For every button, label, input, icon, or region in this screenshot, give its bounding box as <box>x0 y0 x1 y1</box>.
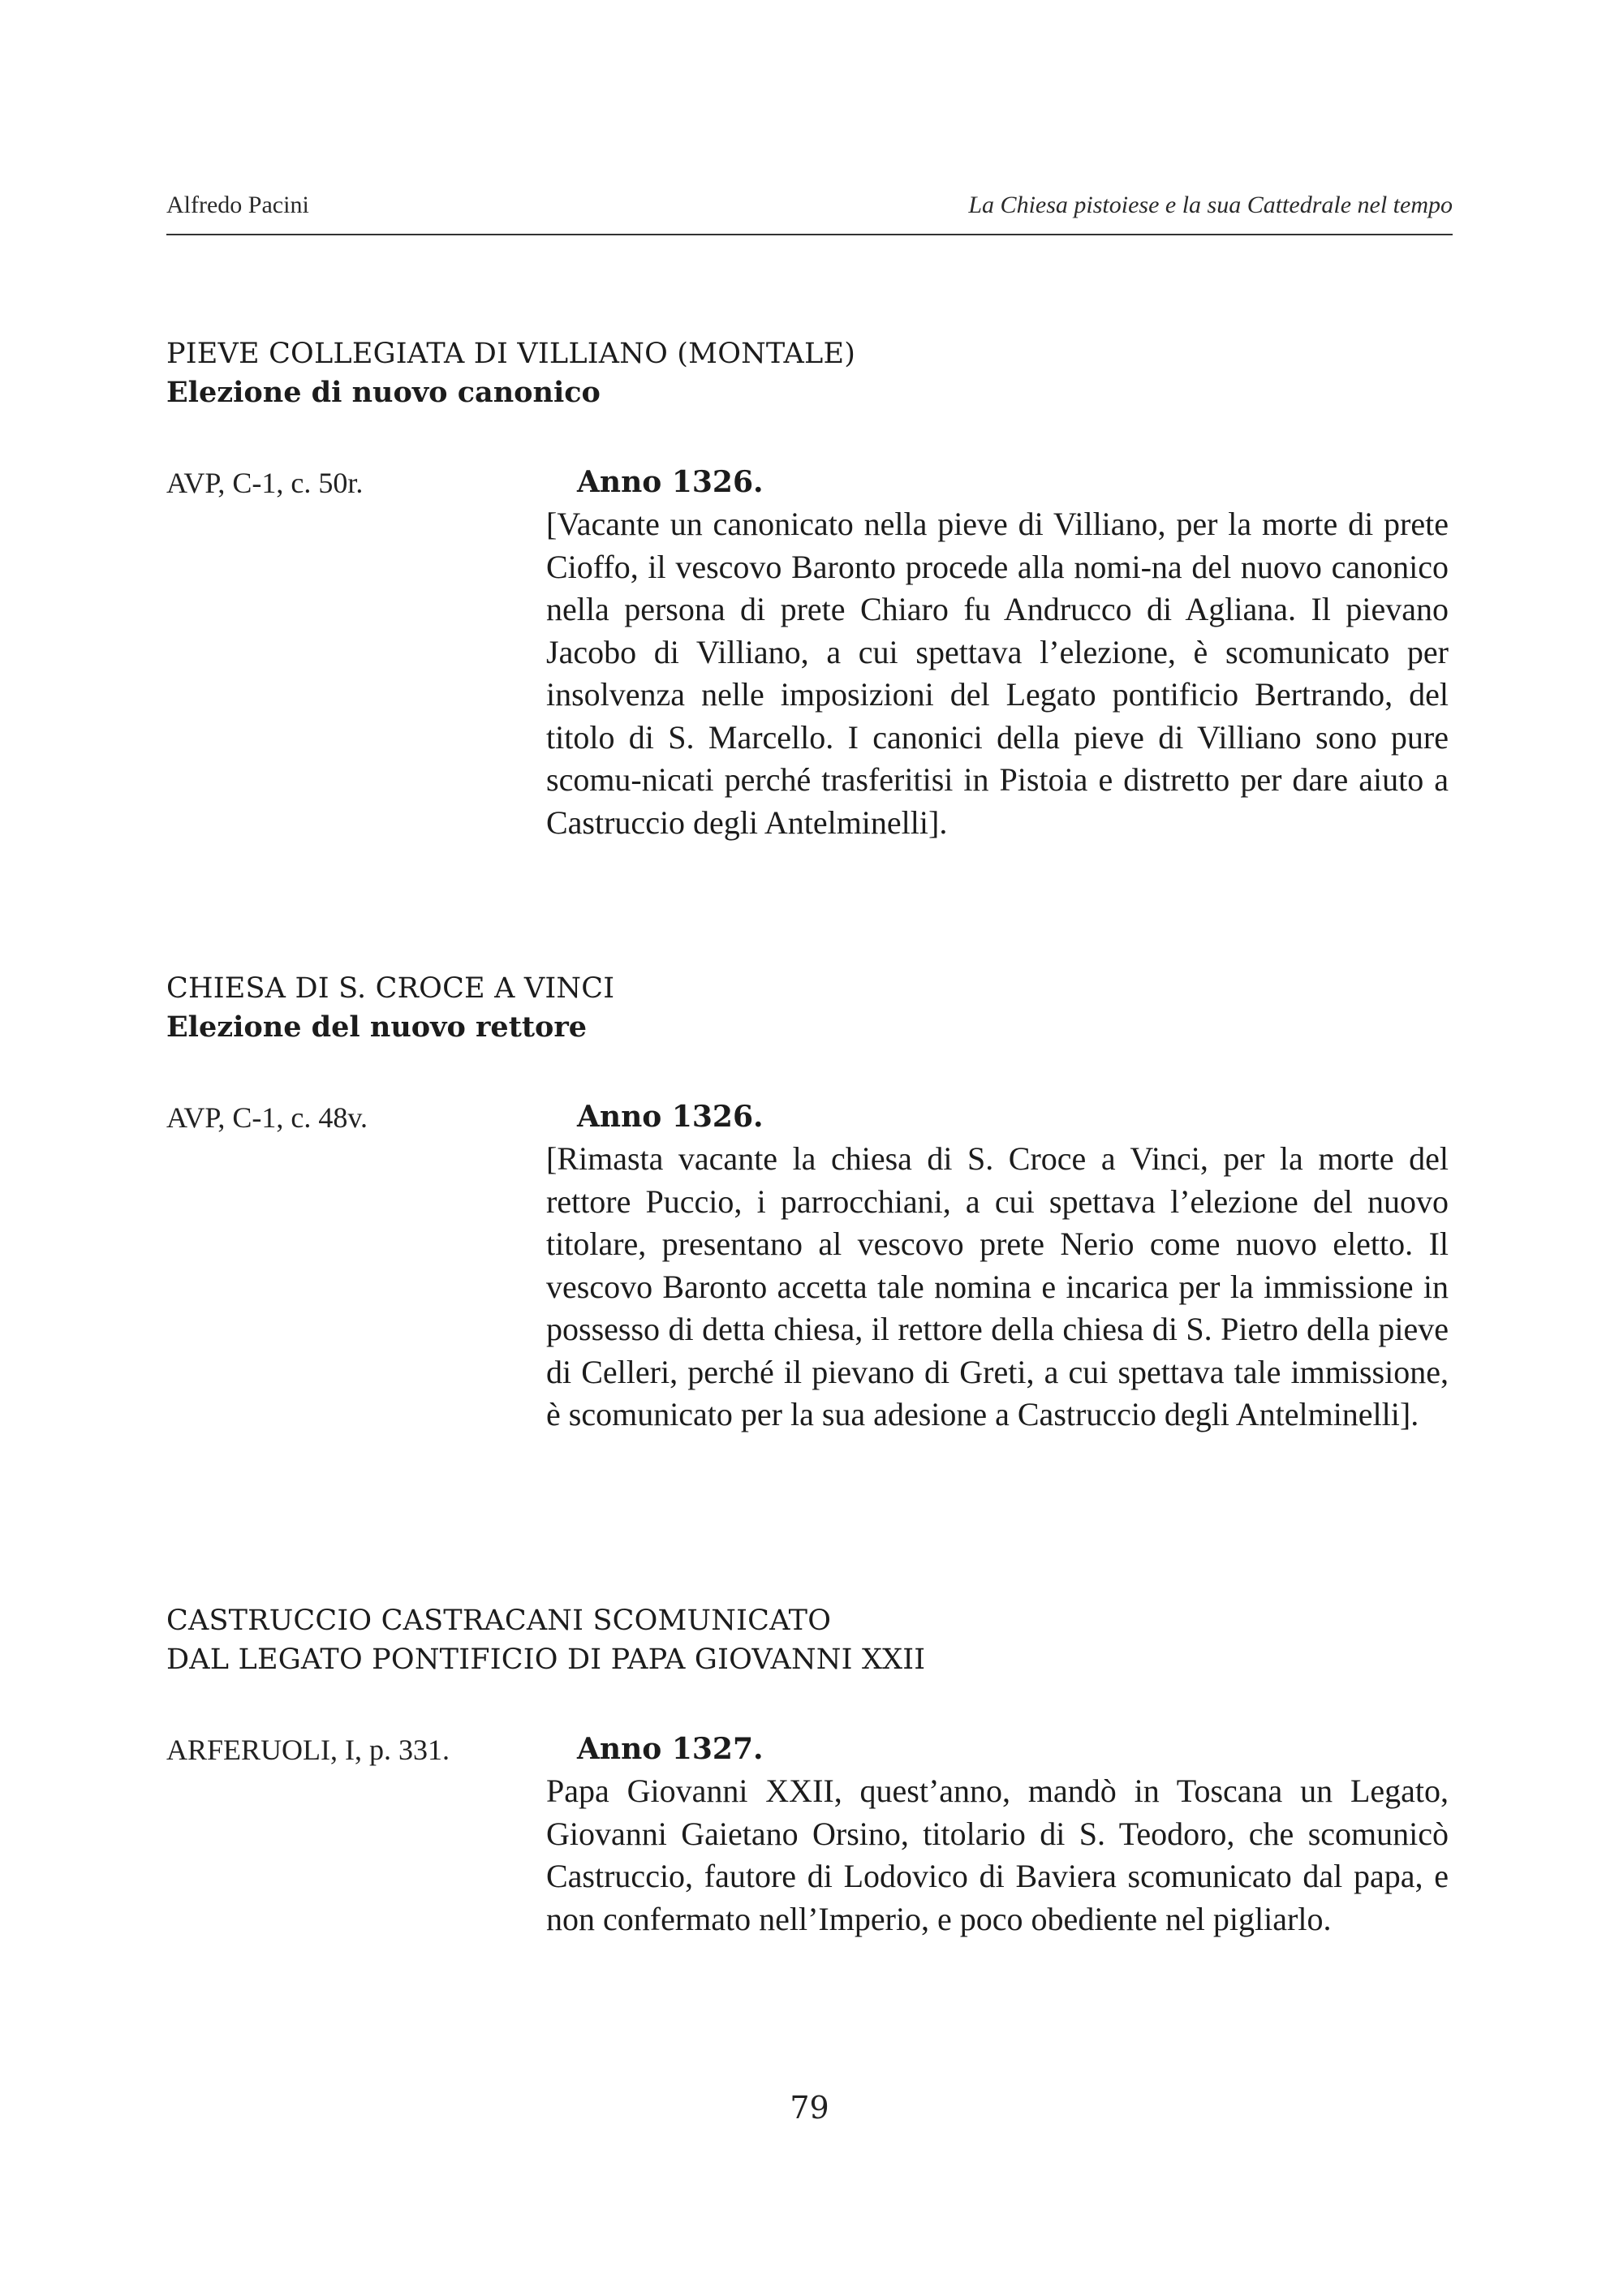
section-title: CHIESA DI S. CROCE A VINCI <box>166 972 615 1005</box>
header-book-title: La Chiesa pistoiese e la sua Cattedrale nel tempo <box>968 192 1453 218</box>
source-reference: ARFERUOLI, I, p. 331. <box>166 1734 450 1766</box>
section-castruccio <box>166 1601 1449 1941</box>
entry <box>166 1728 1449 1941</box>
section-santa-croce-vinci <box>166 969 1449 1437</box>
entry-year: Anno 1326. <box>577 465 764 499</box>
section-title-line-2: DAL LEGATO PONTIFICIO DI PAPA GIOVANNI XXII <box>166 1643 926 1676</box>
header-author: Alfredo Pacini <box>166 192 309 218</box>
entry-body <box>546 1096 1449 1437</box>
entry-year: Anno 1327. <box>577 1732 764 1766</box>
section-subtitle: Elezione del nuovo rettore <box>166 1010 588 1044</box>
entry-year: Anno 1326. <box>577 1100 764 1134</box>
entry-body <box>546 461 1449 844</box>
entry <box>166 1096 1449 1437</box>
page-number: 79 <box>790 2090 829 2126</box>
section-title: PIEVE COLLEGIATA DI VILLIANO (MONTALE) <box>166 338 856 370</box>
section-villiano <box>166 334 1449 844</box>
source-reference: AVP, C-1, c. 50r. <box>166 467 364 499</box>
entry-text: Papa Giovanni XXII, quest’anno, mandò in Toscana un Legato, Giovanni Gaietano Orsino, titolario di S. Teodoro, che scomunicò Castruccio, fautore di Lodovico di Baviera scomunicato dal papa, e non confermato nell’Imperio, e poco obediente nel pigliarlo. <box>546 1773 1449 1937</box>
source-reference: AVP, C-1, c. 48v. <box>166 1101 368 1134</box>
entry-text: [Vacante un canonicato nella pieve di Villiano, per la morte di prete Cioffo, il vescovo Baronto procede alla nomi-na del nuovo canonico nella persona di prete Chiaro fu Andrucco di Agliana. Il pievano Jacobo di Villiano, a cui spettava l’elezione, è scomunicato per insolvenza nelle imposizioni del Legato pontificio Bertrando, del titolo di S. Marcello. I canonici della pieve di Villiano sono pure scomu-nicati perché trasferitisi in Pistoia e distretto per dare aiuto a Castruccio degli Antelminelli]. <box>546 506 1449 841</box>
entry-text: [Rimasta vacante la chiesa di S. Croce a Vinci, per la morte del rettore Puccio, i parrocchiani, a cui spettava l’elezione del nuovo titolare, presentano al vescovo prete Nerio come nuovo eletto. Il vescovo Baronto accetta tale nomina e incarica per la immissione in possesso di detta chiesa, il rettore della chiesa di S. Pietro della pieve di Celleri, perché il pievano di Greti, a cui spettava tale immissione, è scomunicato per la sua adesione a Castruccio degli Antelminelli]. <box>546 1140 1449 1432</box>
entry-body <box>546 1728 1449 1941</box>
entry <box>166 461 1449 844</box>
running-header <box>166 192 1453 235</box>
section-subtitle: Elezione di nuovo canonico <box>166 376 601 409</box>
section-title-line-1: CASTRUCCIO CASTRACANI SCOMUNICATO <box>166 1605 832 1637</box>
